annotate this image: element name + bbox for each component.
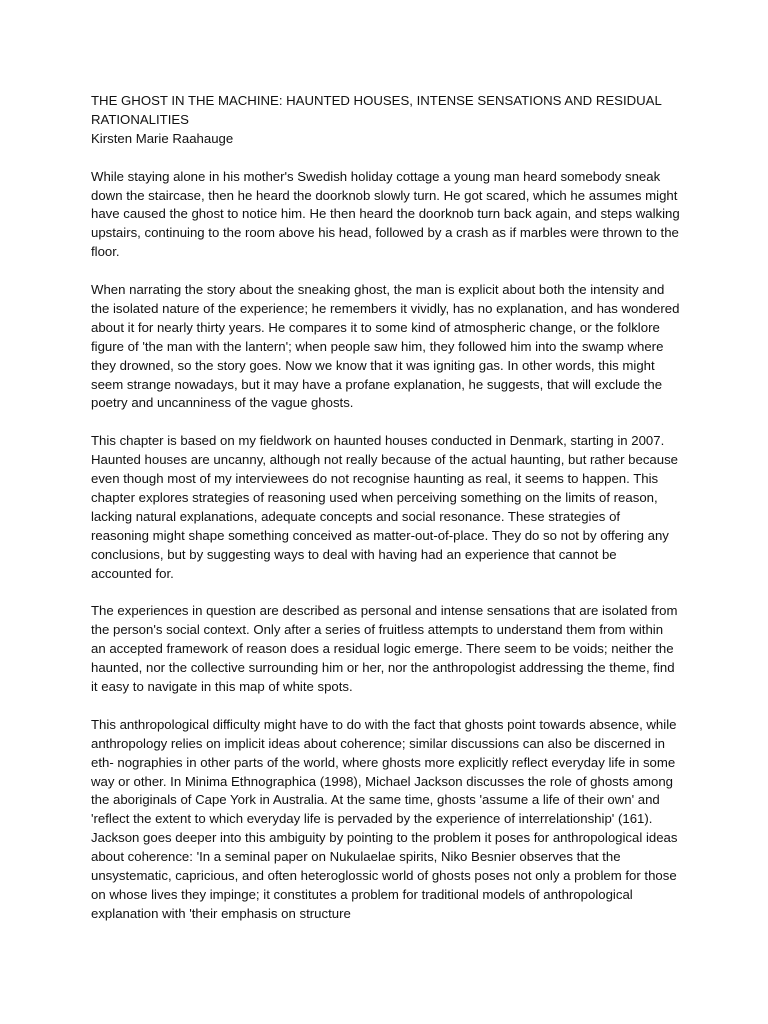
document-title: THE GHOST IN THE MACHINE: HAUNTED HOUSES, INTENSE SENSATIONS AND RESIDUAL RATIONALITIES bbox=[91, 93, 662, 127]
paragraph-5: This anthropological difficulty might have to do with the fact that ghosts point towards absence, while anthropology relies on implicit ideas about coherence; similar discussions can also be discerned in eth- nographies in other parts of the world, where ghosts more explicitly reflect everyday life in some way or other. In Minima Ethnographica (1998), Michael Jackson discusses the role of ghosts among the aboriginals of Cape York in Australia. At the same time, ghosts 'assume a life of their own' and 'reflect the extent to which everyday life is pervaded by the experience of interrelationship' (161). Jackson goes deeper into this ambiguity by pointing to the problem it poses for anthropological ideas about coherence: 'In a seminal paper on Nukulaelae spirits, Niko Besnier observes that the unsystematic, capricious, and often heteroglossic world of ghosts poses not only a problem for those on whose lives they impinge; it constitutes a problem for traditional models of anthropological explanation with 'their emphasis on structure bbox=[91, 716, 678, 921]
paragraph-3: This chapter is based on my fieldwork on haunted houses conducted in Denmark, starting in 2007. Haunted houses are uncanny, although not really because of the actual haunting, but rather because even though most of my interviewees do not recognise haunting as real, it seems to happen. This chapter explores strategies of reasoning used when perceiving something on the limits of reason, lacking natural explanations, adequate concepts and social resonance. These strategies of reasoning might shape something conceived as matter-out-of-place. They do so not by offering any conclusions, but by suggesting ways to deal with having had an experience that cannot be accounted for. bbox=[91, 433, 679, 581]
document-author: Kirsten Marie Raahauge bbox=[91, 130, 234, 146]
document-page bbox=[91, 92, 681, 943]
paragraph-1: While staying alone in his mother's Swedish holiday cottage a young man heard somebody sneak down the staircase, then he heard the doorknob slowly turn. He got scared, which he assumes might have caused the ghost to notice him. He then heard the doorknob turn back again, and steps walking upstairs, continuing to the room above his head, followed by a crash as if marbles were thrown to the floor. bbox=[91, 168, 680, 260]
paragraph-2: When narrating the story about the sneaking ghost, the man is explicit about both the intensity and the isolated nature of the experience; he remembers it vividly, has no explanation, and has wondered about it for nearly thirty years. He compares it to some kind of atmospheric change, or the folklore figure of 'the man with the lantern'; when people saw him, they followed him into the swamp where they drowned, so the story goes. Now we know that it was igniting gas. In other words, this might seem strange nowadays, but it may have a profane explanation, he suggests, that will exclude the poetry and uncanniness of the vague ghosts. bbox=[91, 282, 680, 411]
paragraph-4: The experiences in question are described as personal and intense sensations that are isolated from the person's social context. Only after a series of fruitless attempts to understand them from within an accepted framework of reason does a residual logic emerge. There seem to be voids; neither the haunted, nor the collective surrounding him or her, nor the anthropologist addressing the theme, find it easy to navigate in this map of white spots. bbox=[91, 603, 678, 695]
